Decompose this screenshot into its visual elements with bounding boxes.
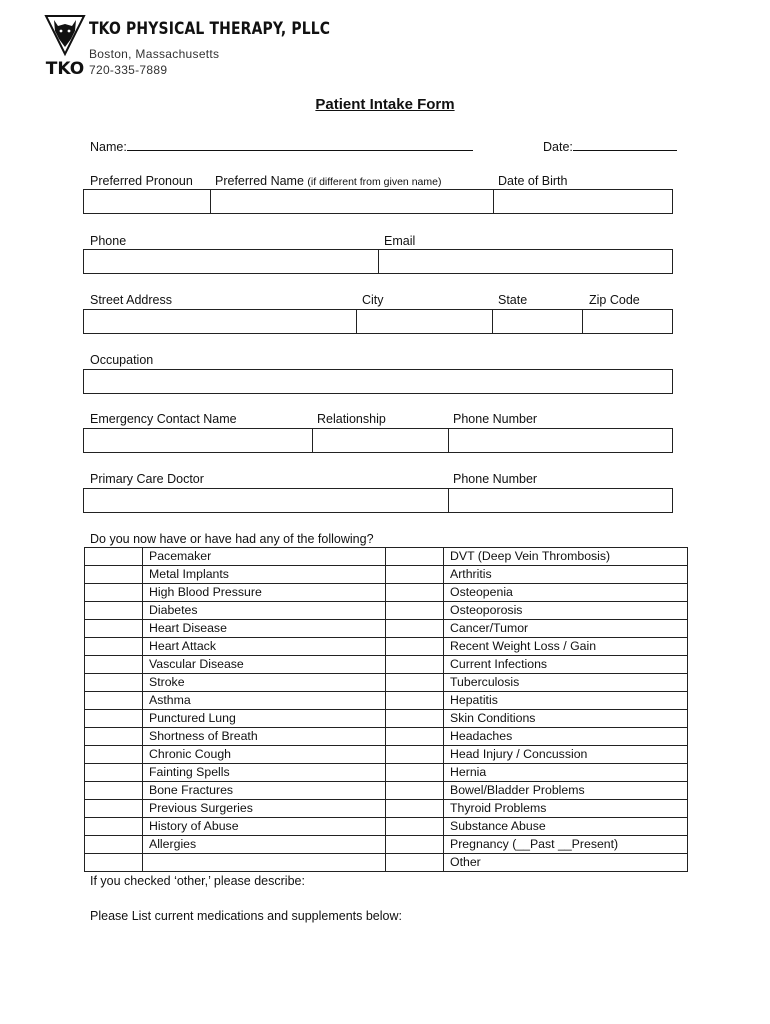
condition-label: Fainting Spells bbox=[143, 764, 386, 782]
condition-row bbox=[85, 818, 688, 836]
condition-checkbox[interactable] bbox=[386, 656, 444, 674]
preferred-name-input[interactable] bbox=[210, 190, 494, 213]
condition-checkbox[interactable] bbox=[386, 602, 444, 620]
condition-label: Osteopenia bbox=[444, 584, 688, 602]
condition-checkbox[interactable] bbox=[85, 584, 143, 602]
condition-checkbox[interactable] bbox=[85, 854, 143, 872]
phone-label: Phone bbox=[90, 234, 127, 248]
emergency-name-input[interactable] bbox=[84, 429, 312, 452]
condition-checkbox[interactable] bbox=[386, 800, 444, 818]
condition-checkbox[interactable] bbox=[386, 746, 444, 764]
zip-input[interactable] bbox=[582, 310, 672, 333]
condition-row bbox=[85, 566, 688, 584]
condition-label: High Blood Pressure bbox=[143, 584, 386, 602]
condition-label: Cancer/Tumor bbox=[444, 620, 688, 638]
preferred-name-label: Preferred Name bbox=[215, 174, 304, 188]
condition-label: Substance Abuse bbox=[444, 818, 688, 836]
condition-checkbox[interactable] bbox=[386, 782, 444, 800]
street-label: Street Address bbox=[90, 293, 172, 307]
emergency-phone-input[interactable] bbox=[448, 429, 672, 452]
pronoun-input[interactable] bbox=[84, 190, 210, 213]
emergency-name-label: Emergency Contact Name bbox=[90, 412, 237, 426]
condition-row bbox=[85, 836, 688, 854]
condition-label: Tuberculosis bbox=[444, 674, 688, 692]
condition-checkbox[interactable] bbox=[85, 818, 143, 836]
condition-label: Recent Weight Loss / Gain bbox=[444, 638, 688, 656]
condition-row bbox=[85, 800, 688, 818]
name-field[interactable] bbox=[90, 139, 473, 154]
condition-checkbox[interactable] bbox=[85, 710, 143, 728]
zip-label: Zip Code bbox=[589, 293, 640, 307]
conditions-table bbox=[84, 547, 688, 872]
condition-checkbox[interactable] bbox=[386, 584, 444, 602]
condition-row bbox=[85, 584, 688, 602]
condition-label: Vascular Disease bbox=[143, 656, 386, 674]
conditions-question: Do you now have or have had any of the following? bbox=[90, 532, 374, 546]
condition-row bbox=[85, 620, 688, 638]
condition-checkbox[interactable] bbox=[85, 692, 143, 710]
condition-row bbox=[85, 764, 688, 782]
condition-checkbox[interactable] bbox=[85, 674, 143, 692]
condition-checkbox[interactable] bbox=[386, 566, 444, 584]
condition-label: Bowel/Bladder Problems bbox=[444, 782, 688, 800]
state-label: State bbox=[498, 293, 528, 307]
condition-checkbox[interactable] bbox=[85, 638, 143, 656]
pcp-phone-input[interactable] bbox=[448, 489, 672, 512]
condition-checkbox[interactable] bbox=[85, 548, 143, 566]
condition-checkbox[interactable] bbox=[85, 620, 143, 638]
condition-row bbox=[85, 728, 688, 746]
condition-label: Hepatitis bbox=[444, 692, 688, 710]
logo-text: TKO bbox=[45, 59, 85, 79]
date-blank[interactable] bbox=[573, 139, 677, 151]
condition-label: Arthritis bbox=[444, 566, 688, 584]
page-title: Patient Intake Form bbox=[315, 96, 455, 113]
condition-label: Current Infections bbox=[444, 656, 688, 674]
pcp-label: Primary Care Doctor bbox=[90, 472, 204, 486]
row-phone-email bbox=[83, 249, 673, 274]
pronoun-label: Preferred Pronoun bbox=[90, 174, 193, 188]
condition-checkbox[interactable] bbox=[386, 710, 444, 728]
condition-checkbox[interactable] bbox=[386, 620, 444, 638]
emergency-phone-label: Phone Number bbox=[453, 412, 538, 426]
condition-label: Head Injury / Concussion bbox=[444, 746, 688, 764]
email-input[interactable] bbox=[378, 250, 672, 273]
condition-checkbox[interactable] bbox=[85, 746, 143, 764]
date-label: Date: bbox=[543, 140, 573, 154]
condition-label: History of Abuse bbox=[143, 818, 386, 836]
condition-checkbox[interactable] bbox=[386, 764, 444, 782]
condition-checkbox[interactable] bbox=[386, 836, 444, 854]
row-pronoun-name-dob bbox=[83, 189, 673, 214]
condition-row bbox=[85, 692, 688, 710]
condition-row bbox=[85, 602, 688, 620]
condition-row bbox=[85, 674, 688, 692]
dob-input[interactable] bbox=[493, 190, 672, 213]
condition-checkbox[interactable] bbox=[386, 674, 444, 692]
condition-label: Diabetes bbox=[143, 602, 386, 620]
condition-checkbox[interactable] bbox=[85, 836, 143, 854]
condition-label: Osteoporosis bbox=[444, 602, 688, 620]
condition-checkbox[interactable] bbox=[386, 692, 444, 710]
email-label: Email bbox=[384, 234, 416, 248]
condition-label: Headaches bbox=[444, 728, 688, 746]
condition-checkbox[interactable] bbox=[386, 728, 444, 746]
condition-label: Other bbox=[444, 854, 688, 872]
condition-checkbox[interactable] bbox=[386, 548, 444, 566]
condition-row bbox=[85, 656, 688, 674]
company-logo bbox=[44, 14, 86, 80]
city-input[interactable] bbox=[356, 310, 493, 333]
condition-row bbox=[85, 710, 688, 728]
condition-checkbox[interactable] bbox=[85, 566, 143, 584]
row-pcp bbox=[83, 488, 673, 513]
condition-row bbox=[85, 548, 688, 566]
condition-label: Stroke bbox=[143, 674, 386, 692]
condition-label: Heart Attack bbox=[143, 638, 386, 656]
condition-checkbox[interactable] bbox=[386, 854, 444, 872]
medications-prompt: Please List current medications and supplements below: bbox=[90, 909, 402, 923]
name-label: Name: bbox=[90, 140, 127, 154]
condition-checkbox[interactable] bbox=[386, 638, 444, 656]
relationship-label: Relationship bbox=[317, 412, 386, 426]
condition-label: Shortness of Breath bbox=[143, 728, 386, 746]
street-input[interactable] bbox=[84, 310, 356, 333]
city-label: City bbox=[362, 293, 384, 307]
condition-label: Thyroid Problems bbox=[444, 800, 688, 818]
condition-checkbox[interactable] bbox=[85, 656, 143, 674]
other-describe-prompt: If you checked ‘other,’ please describe: bbox=[90, 874, 305, 888]
condition-checkbox[interactable] bbox=[85, 602, 143, 620]
condition-label: Bone Fractures bbox=[143, 782, 386, 800]
condition-label: Previous Surgeries bbox=[143, 800, 386, 818]
condition-label: Pregnancy (__Past __Present) bbox=[444, 836, 688, 854]
occupation-input[interactable] bbox=[83, 369, 673, 394]
row-emergency bbox=[83, 428, 673, 453]
state-input[interactable] bbox=[492, 310, 583, 333]
preferred-name-note: (if different from given name) bbox=[307, 176, 442, 188]
condition-row bbox=[85, 782, 688, 800]
condition-label bbox=[143, 854, 386, 872]
condition-checkbox[interactable] bbox=[85, 728, 143, 746]
condition-row bbox=[85, 746, 688, 764]
condition-checkbox[interactable] bbox=[85, 782, 143, 800]
relationship-input[interactable] bbox=[312, 429, 449, 452]
condition-label: Punctured Lung bbox=[143, 710, 386, 728]
company-phone: 720-335-7889 bbox=[89, 63, 168, 77]
row-address bbox=[83, 309, 673, 334]
preferred-name-heading bbox=[215, 174, 441, 188]
condition-label: Asthma bbox=[143, 692, 386, 710]
dob-label: Date of Birth bbox=[498, 174, 568, 188]
condition-checkbox[interactable] bbox=[85, 800, 143, 818]
condition-row bbox=[85, 638, 688, 656]
company-location: Boston, Massachusetts bbox=[89, 47, 220, 61]
date-field[interactable] bbox=[543, 139, 677, 154]
condition-label: DVT (Deep Vein Thrombosis) bbox=[444, 548, 688, 566]
occupation-label: Occupation bbox=[90, 353, 154, 367]
condition-checkbox[interactable] bbox=[386, 818, 444, 836]
company-name: TKO PHYSICAL THERAPY, PLLC bbox=[89, 19, 331, 39]
condition-label: Heart Disease bbox=[143, 620, 386, 638]
pcp-phone-label: Phone Number bbox=[453, 472, 538, 486]
pcp-input[interactable] bbox=[84, 489, 448, 512]
condition-row bbox=[85, 854, 688, 872]
condition-label: Chronic Cough bbox=[143, 746, 386, 764]
condition-label: Pacemaker bbox=[143, 548, 386, 566]
condition-label: Metal Implants bbox=[143, 566, 386, 584]
condition-label: Skin Conditions bbox=[444, 710, 688, 728]
phone-input[interactable] bbox=[84, 250, 378, 273]
name-blank[interactable] bbox=[127, 139, 473, 151]
condition-label: Hernia bbox=[444, 764, 688, 782]
condition-checkbox[interactable] bbox=[85, 764, 143, 782]
condition-label: Allergies bbox=[143, 836, 386, 854]
